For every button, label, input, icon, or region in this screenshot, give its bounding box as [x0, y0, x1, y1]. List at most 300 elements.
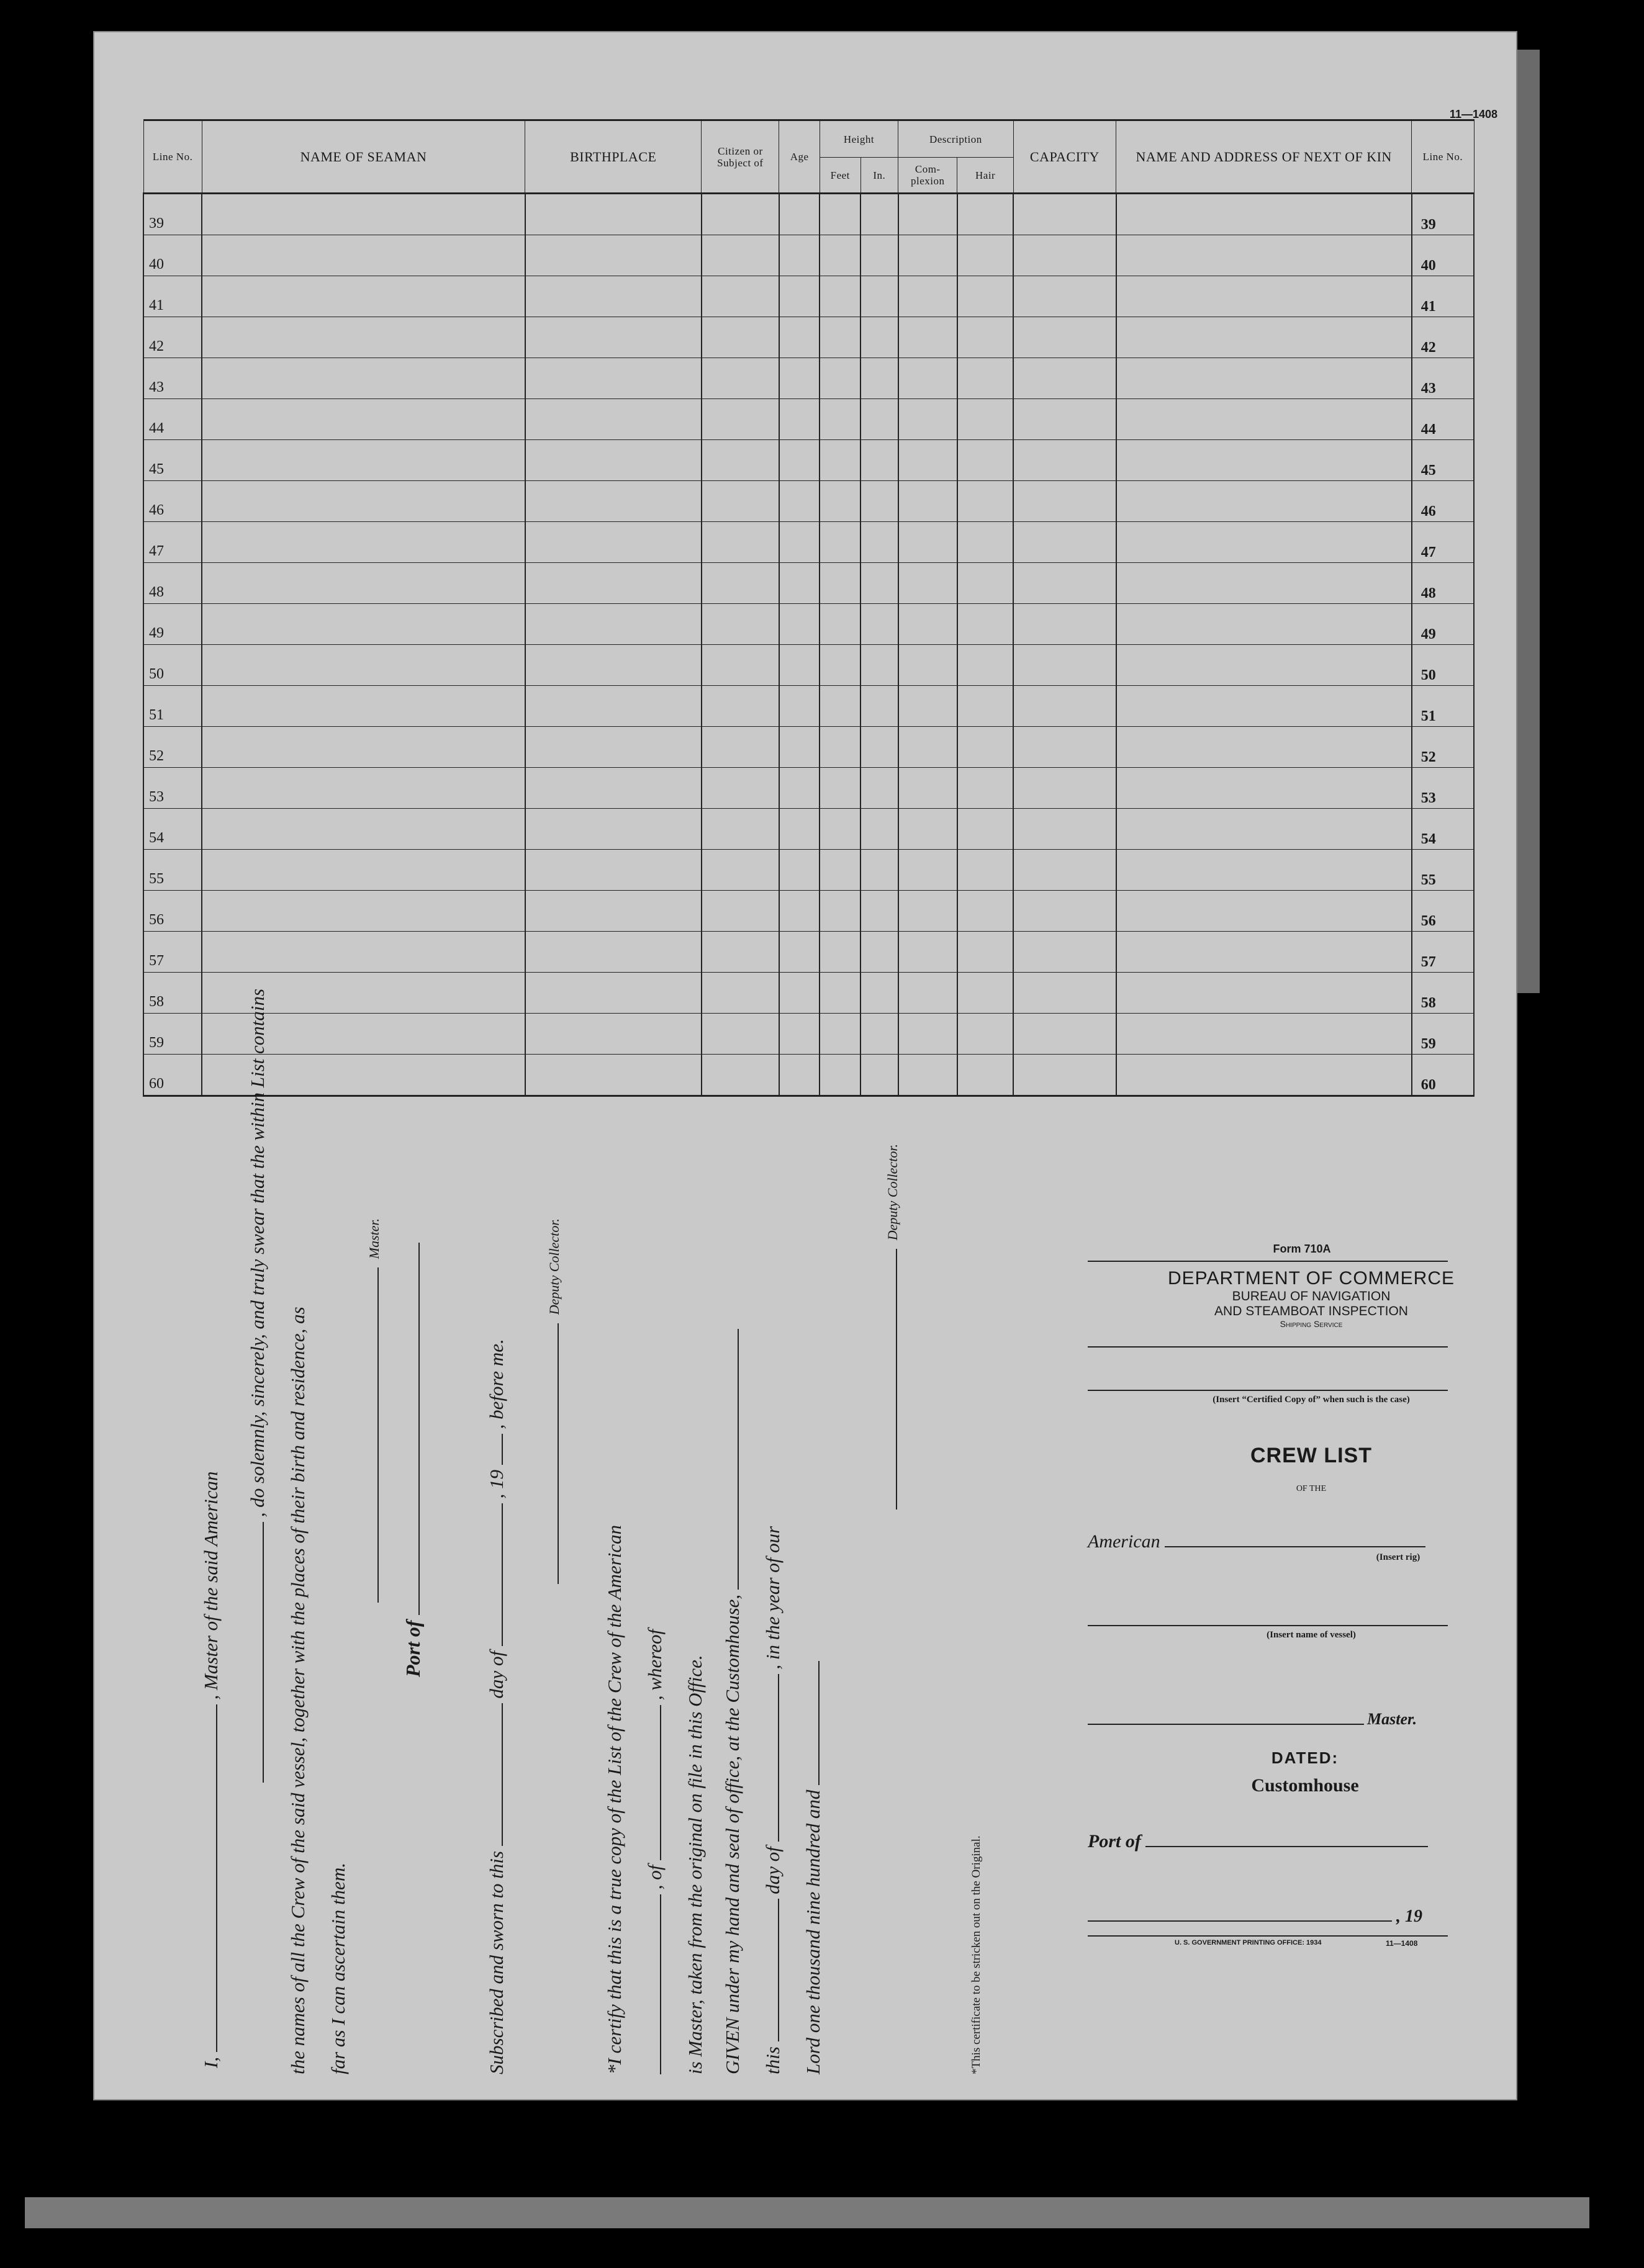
line-number: 50	[143, 645, 202, 686]
certify-of-text: , of	[644, 1865, 666, 1890]
birthplace-cell[interactable]	[525, 481, 702, 522]
citizen-cell[interactable]	[702, 399, 779, 440]
line-number: 55	[143, 850, 202, 891]
table-row	[143, 932, 1474, 973]
table-row	[143, 317, 1474, 358]
cover-port-line	[1088, 1831, 1448, 1852]
kin-cell[interactable]	[1116, 481, 1412, 522]
name-cell[interactable]	[202, 768, 525, 809]
capacity-cell[interactable]	[1013, 399, 1116, 440]
hair-cell[interactable]	[957, 645, 1013, 686]
capacity-cell[interactable]	[1013, 973, 1116, 1014]
age-cell[interactable]	[779, 358, 820, 399]
given-under-text: GIVEN under my hand and seal of office, at the Customhouse,	[721, 1594, 743, 2074]
feet-cell[interactable]	[820, 317, 860, 358]
birthplace-cell[interactable]	[525, 727, 702, 768]
inches-cell[interactable]	[860, 932, 898, 973]
inspection-title: AND STEAMBOAT INSPECTION	[1214, 1304, 1408, 1318]
kin-cell[interactable]	[1116, 1014, 1412, 1055]
name-cell[interactable]	[202, 399, 525, 440]
hair-cell[interactable]	[957, 522, 1013, 563]
age-cell[interactable]	[779, 235, 820, 276]
year-of-our-text: , in the year of our	[762, 1526, 784, 1670]
feet-cell[interactable]	[820, 809, 860, 850]
feet-cell[interactable]	[820, 932, 860, 973]
certify-line-4	[721, 1329, 744, 2074]
subscribed-year-field[interactable]	[487, 1434, 503, 1465]
age-cell[interactable]	[779, 399, 820, 440]
master-signature-field[interactable]	[363, 1267, 379, 1603]
inches-cell[interactable]	[860, 440, 898, 481]
certify-port-field[interactable]	[645, 1705, 661, 1860]
inches-cell[interactable]	[860, 973, 898, 1014]
certify-day-field[interactable]	[763, 1899, 779, 2041]
table-row	[143, 276, 1474, 317]
age-cell[interactable]	[779, 1055, 820, 1096]
kin-cell[interactable]	[1116, 317, 1412, 358]
deputy-signature-field-2[interactable]	[881, 1249, 897, 1510]
capacity-cell[interactable]	[1013, 317, 1116, 358]
cover-master-field[interactable]	[1088, 1709, 1364, 1725]
citizen-cell[interactable]	[702, 1055, 779, 1096]
header-birthplace: BIRTHPLACE	[525, 120, 702, 194]
inches-cell[interactable]	[860, 1055, 898, 1096]
inches-cell[interactable]	[860, 399, 898, 440]
oath-vessel-field[interactable]	[248, 1522, 264, 1783]
citizen-cell[interactable]	[702, 645, 779, 686]
inches-cell[interactable]	[860, 891, 898, 932]
hair-cell[interactable]	[957, 1014, 1013, 1055]
citizen-cell[interactable]	[702, 440, 779, 481]
dated-label: DATED:	[1271, 1748, 1339, 1767]
feet-cell[interactable]	[820, 522, 860, 563]
kin-cell[interactable]	[1116, 604, 1412, 645]
feet-cell[interactable]	[820, 768, 860, 809]
line-number-right: 45	[1412, 440, 1474, 481]
oath-i: I,	[200, 2056, 222, 2068]
name-cell[interactable]	[202, 194, 525, 235]
birthplace-cell[interactable]	[525, 686, 702, 727]
subscribed-month-field[interactable]	[487, 1503, 503, 1646]
certify-vessel-field[interactable]	[645, 1894, 661, 2074]
birthplace-cell[interactable]	[525, 276, 702, 317]
capacity-cell[interactable]	[1013, 481, 1116, 522]
hair-cell[interactable]	[957, 686, 1013, 727]
citizen-cell[interactable]	[702, 317, 779, 358]
birthplace-cell[interactable]	[525, 809, 702, 850]
inches-cell[interactable]	[860, 522, 898, 563]
certify-line-3: is Master, taken from the original on file in this Office.	[684, 1655, 706, 2074]
crew-rows	[143, 194, 1474, 1096]
line-number-right: 54	[1412, 809, 1474, 850]
cover-port-field[interactable]	[1145, 1831, 1428, 1847]
capacity-cell[interactable]	[1013, 563, 1116, 604]
feet-cell[interactable]	[820, 973, 860, 1014]
feet-cell[interactable]	[820, 1014, 860, 1055]
citizen-cell[interactable]	[702, 973, 779, 1014]
citizen-cell[interactable]	[702, 932, 779, 973]
birthplace-cell[interactable]	[525, 932, 702, 973]
hair-cell[interactable]	[957, 768, 1013, 809]
birthplace-cell[interactable]	[525, 194, 702, 235]
complexion-cell[interactable]	[898, 317, 957, 358]
feet-cell[interactable]	[820, 563, 860, 604]
feet-cell[interactable]	[820, 727, 860, 768]
feet-cell[interactable]	[820, 1055, 860, 1096]
age-cell[interactable]	[779, 440, 820, 481]
oath-line-1	[200, 1471, 222, 2068]
complexion-cell[interactable]	[898, 563, 957, 604]
kin-cell[interactable]	[1116, 686, 1412, 727]
table-row	[143, 563, 1474, 604]
birthplace-cell[interactable]	[525, 399, 702, 440]
port-of-field[interactable]	[404, 1243, 420, 1615]
complexion-cell[interactable]	[898, 276, 957, 317]
capacity-cell[interactable]	[1013, 891, 1116, 932]
citizen-cell[interactable]	[702, 358, 779, 399]
cover-master-label: Master.	[1367, 1710, 1417, 1728]
birthplace-cell[interactable]	[525, 358, 702, 399]
capacity-cell[interactable]	[1013, 235, 1116, 276]
complexion-cell[interactable]	[898, 1055, 957, 1096]
birthplace-cell[interactable]	[525, 604, 702, 645]
citizen-cell[interactable]	[702, 235, 779, 276]
crew-list-title: CREW LIST	[1250, 1444, 1372, 1467]
line-number: 48	[143, 563, 202, 604]
capacity-cell[interactable]	[1013, 194, 1116, 235]
age-cell[interactable]	[779, 276, 820, 317]
certified-copy-note: (Insert “Certified Copy of” when such is the case)	[1213, 1395, 1410, 1405]
kin-cell[interactable]	[1116, 645, 1412, 686]
hair-cell[interactable]	[957, 973, 1013, 1014]
this-text: this	[762, 2046, 784, 2074]
table-row	[143, 891, 1474, 932]
birthplace-cell[interactable]	[525, 1014, 702, 1055]
header-complexion: Com- plexion	[898, 158, 957, 194]
line-number-right: 50	[1412, 645, 1474, 686]
line-number-right: 58	[1412, 973, 1474, 1014]
port-of-label: Port of	[402, 1620, 424, 1677]
kin-cell[interactable]	[1116, 850, 1412, 891]
inches-cell[interactable]	[860, 1014, 898, 1055]
deputy-signature-field-1[interactable]	[543, 1323, 559, 1584]
line-number: 44	[143, 399, 202, 440]
certificate-footnote: *This certificate to be stricken out on the Original.	[970, 1835, 983, 2074]
feet-cell[interactable]	[820, 686, 860, 727]
name-cell[interactable]	[202, 317, 525, 358]
complexion-cell[interactable]	[898, 768, 957, 809]
customhouse-label: Customhouse	[1251, 1775, 1359, 1796]
page-edge-shadow	[1515, 50, 1540, 993]
certify-month-field[interactable]	[763, 1674, 779, 1842]
capacity-cell[interactable]	[1013, 768, 1116, 809]
kin-cell[interactable]	[1116, 1055, 1412, 1096]
line-number: 41	[143, 276, 202, 317]
kin-cell[interactable]	[1116, 563, 1412, 604]
hair-cell[interactable]	[957, 440, 1013, 481]
line-number: 45	[143, 440, 202, 481]
inches-cell[interactable]	[860, 604, 898, 645]
kin-cell[interactable]	[1116, 399, 1412, 440]
hair-cell[interactable]	[957, 727, 1013, 768]
age-cell[interactable]	[779, 686, 820, 727]
birthplace-cell[interactable]	[525, 850, 702, 891]
age-cell[interactable]	[779, 850, 820, 891]
name-cell[interactable]	[202, 522, 525, 563]
complexion-cell[interactable]	[898, 891, 957, 932]
age-cell[interactable]	[779, 317, 820, 358]
name-cell[interactable]	[202, 358, 525, 399]
kin-cell[interactable]	[1116, 194, 1412, 235]
kin-cell[interactable]	[1116, 768, 1412, 809]
inches-cell[interactable]	[860, 276, 898, 317]
feet-cell[interactable]	[820, 194, 860, 235]
line-number-right: 55	[1412, 850, 1474, 891]
capacity-cell[interactable]	[1013, 358, 1116, 399]
birthplace-cell[interactable]	[525, 440, 702, 481]
citizen-cell[interactable]	[702, 1014, 779, 1055]
capacity-cell[interactable]	[1013, 645, 1116, 686]
feet-cell[interactable]	[820, 481, 860, 522]
name-cell[interactable]	[202, 686, 525, 727]
line-number: 43	[143, 358, 202, 399]
cover-port-label: Port of	[1088, 1831, 1141, 1852]
age-cell[interactable]	[779, 1014, 820, 1055]
citizen-cell[interactable]	[702, 481, 779, 522]
hair-cell[interactable]	[957, 194, 1013, 235]
name-cell[interactable]	[202, 645, 525, 686]
age-cell[interactable]	[779, 891, 820, 932]
complexion-cell[interactable]	[898, 727, 957, 768]
hair-cell[interactable]	[957, 850, 1013, 891]
kin-cell[interactable]	[1116, 522, 1412, 563]
age-cell[interactable]	[779, 194, 820, 235]
inches-cell[interactable]	[860, 194, 898, 235]
feet-cell[interactable]	[820, 440, 860, 481]
age-cell[interactable]	[779, 481, 820, 522]
citizen-cell[interactable]	[702, 891, 779, 932]
citizen-cell[interactable]	[702, 850, 779, 891]
birthplace-cell[interactable]	[525, 891, 702, 932]
table-row	[143, 399, 1474, 440]
hair-cell[interactable]	[957, 235, 1013, 276]
name-cell[interactable]	[202, 891, 525, 932]
header-height: Height	[820, 120, 898, 158]
hair-cell[interactable]	[957, 1055, 1013, 1096]
capacity-cell[interactable]	[1013, 522, 1116, 563]
certified-copy-field-1[interactable]	[1088, 1346, 1448, 1348]
kin-cell[interactable]	[1116, 727, 1412, 768]
complexion-cell[interactable]	[898, 194, 957, 235]
inches-cell[interactable]	[860, 563, 898, 604]
capacity-cell[interactable]	[1013, 727, 1116, 768]
birthplace-cell[interactable]	[525, 768, 702, 809]
line-number-right: 42	[1412, 317, 1474, 358]
kin-cell[interactable]	[1116, 891, 1412, 932]
capacity-cell[interactable]	[1013, 276, 1116, 317]
cover-date-line	[1088, 1906, 1448, 1927]
age-cell[interactable]	[779, 563, 820, 604]
birthplace-cell[interactable]	[525, 645, 702, 686]
kin-cell[interactable]	[1116, 809, 1412, 850]
complexion-cell[interactable]	[898, 604, 957, 645]
line-number: 60	[143, 1055, 202, 1096]
hair-cell[interactable]	[957, 399, 1013, 440]
name-cell[interactable]	[202, 235, 525, 276]
complexion-cell[interactable]	[898, 850, 957, 891]
certified-copy-field-2[interactable]	[1088, 1390, 1448, 1391]
hair-cell[interactable]	[957, 932, 1013, 973]
name-cell[interactable]	[202, 604, 525, 645]
age-cell[interactable]	[779, 768, 820, 809]
birthplace-cell[interactable]	[525, 235, 702, 276]
complexion-cell[interactable]	[898, 932, 957, 973]
line-number-right: 46	[1412, 481, 1474, 522]
name-cell[interactable]	[202, 481, 525, 522]
table-row	[143, 809, 1474, 850]
complexion-cell[interactable]	[898, 809, 957, 850]
age-cell[interactable]	[779, 973, 820, 1014]
header-line-no-right: Line No.	[1412, 120, 1474, 194]
inches-cell[interactable]	[860, 358, 898, 399]
name-cell[interactable]	[202, 276, 525, 317]
rig-field[interactable]	[1165, 1531, 1425, 1547]
citizen-cell[interactable]	[702, 522, 779, 563]
inches-cell[interactable]	[860, 235, 898, 276]
age-cell[interactable]	[779, 522, 820, 563]
birthplace-cell[interactable]	[525, 973, 702, 1014]
kin-cell[interactable]	[1116, 440, 1412, 481]
inches-cell[interactable]	[860, 809, 898, 850]
feet-cell[interactable]	[820, 891, 860, 932]
inches-cell[interactable]	[860, 686, 898, 727]
complexion-cell[interactable]	[898, 481, 957, 522]
birthplace-cell[interactable]	[525, 522, 702, 563]
age-cell[interactable]	[779, 932, 820, 973]
citizen-cell[interactable]	[702, 809, 779, 850]
vessel-name-field[interactable]	[1088, 1625, 1448, 1626]
complexion-cell[interactable]	[898, 440, 957, 481]
age-cell[interactable]	[779, 809, 820, 850]
citizen-cell[interactable]	[702, 727, 779, 768]
capacity-cell[interactable]	[1013, 604, 1116, 645]
inches-cell[interactable]	[860, 850, 898, 891]
hair-cell[interactable]	[957, 276, 1013, 317]
hair-cell[interactable]	[957, 563, 1013, 604]
inches-cell[interactable]	[860, 768, 898, 809]
complexion-cell[interactable]	[898, 686, 957, 727]
customhouse-field[interactable]	[723, 1329, 739, 1590]
feet-cell[interactable]	[820, 235, 860, 276]
kin-cell[interactable]	[1116, 358, 1412, 399]
inches-cell[interactable]	[860, 645, 898, 686]
kin-cell[interactable]	[1116, 276, 1412, 317]
table-row	[143, 604, 1474, 645]
capacity-cell[interactable]	[1013, 932, 1116, 973]
age-cell[interactable]	[779, 645, 820, 686]
nineteen-text: , 19	[486, 1469, 507, 1499]
inches-cell[interactable]	[860, 727, 898, 768]
feet-cell[interactable]	[820, 850, 860, 891]
feet-cell[interactable]	[820, 604, 860, 645]
table-row	[143, 645, 1474, 686]
hair-cell[interactable]	[957, 317, 1013, 358]
capacity-cell[interactable]	[1013, 440, 1116, 481]
capacity-cell[interactable]	[1013, 850, 1116, 891]
subscribed-text: Subscribed and sworn to this	[486, 1851, 507, 2074]
hair-cell[interactable]	[957, 891, 1013, 932]
birthplace-cell[interactable]	[525, 563, 702, 604]
line-number: 54	[143, 809, 202, 850]
master-name-field[interactable]	[201, 1704, 217, 2052]
birthplace-cell[interactable]	[525, 1055, 702, 1096]
complexion-cell[interactable]	[898, 522, 957, 563]
certify-year-field[interactable]	[803, 1661, 820, 1785]
complexion-cell[interactable]	[898, 399, 957, 440]
citizen-cell[interactable]	[702, 686, 779, 727]
table-row	[143, 850, 1474, 891]
feet-cell[interactable]	[820, 399, 860, 440]
capacity-cell[interactable]	[1013, 1055, 1116, 1096]
citizen-cell[interactable]	[702, 768, 779, 809]
complexion-cell[interactable]	[898, 235, 957, 276]
name-cell[interactable]	[202, 809, 525, 850]
hair-cell[interactable]	[957, 604, 1013, 645]
inches-cell[interactable]	[860, 317, 898, 358]
birthplace-cell[interactable]	[525, 317, 702, 358]
oath-line-3: the names of all the Crew of the said vessel, together with the places of their birth and residence, as	[287, 1307, 309, 2074]
name-cell[interactable]	[202, 932, 525, 973]
complexion-cell[interactable]	[898, 358, 957, 399]
complexion-cell[interactable]	[898, 1014, 957, 1055]
feet-cell[interactable]	[820, 358, 860, 399]
capacity-cell[interactable]	[1013, 686, 1116, 727]
citizen-cell[interactable]	[702, 276, 779, 317]
capacity-cell[interactable]	[1013, 1014, 1116, 1055]
name-cell[interactable]	[202, 563, 525, 604]
crew-list-form	[93, 31, 1517, 2100]
hair-cell[interactable]	[957, 481, 1013, 522]
age-cell[interactable]	[779, 604, 820, 645]
kin-cell[interactable]	[1116, 235, 1412, 276]
line-number: 39	[143, 194, 202, 235]
complexion-cell[interactable]	[898, 645, 957, 686]
subscribed-day-field[interactable]	[487, 1703, 503, 1846]
name-cell[interactable]	[202, 440, 525, 481]
line-number-right: 40	[1412, 235, 1474, 276]
table-row	[143, 358, 1474, 399]
kin-cell[interactable]	[1116, 973, 1412, 1014]
feet-cell[interactable]	[820, 645, 860, 686]
certify-line-6	[802, 1661, 824, 2074]
name-cell[interactable]	[202, 850, 525, 891]
citizen-cell[interactable]	[702, 604, 779, 645]
hair-cell[interactable]	[957, 809, 1013, 850]
feet-cell[interactable]	[820, 276, 860, 317]
citizen-cell[interactable]	[702, 194, 779, 235]
hair-cell[interactable]	[957, 358, 1013, 399]
table-row	[143, 194, 1474, 235]
citizen-cell[interactable]	[702, 563, 779, 604]
name-cell[interactable]	[202, 727, 525, 768]
oath-master-of-american: , Master of the said American	[200, 1471, 222, 1700]
capacity-cell[interactable]	[1013, 809, 1116, 850]
age-cell[interactable]	[779, 727, 820, 768]
cover-date-field[interactable]	[1088, 1906, 1392, 1922]
inches-cell[interactable]	[860, 481, 898, 522]
kin-cell[interactable]	[1116, 932, 1412, 973]
complexion-cell[interactable]	[898, 973, 957, 1014]
